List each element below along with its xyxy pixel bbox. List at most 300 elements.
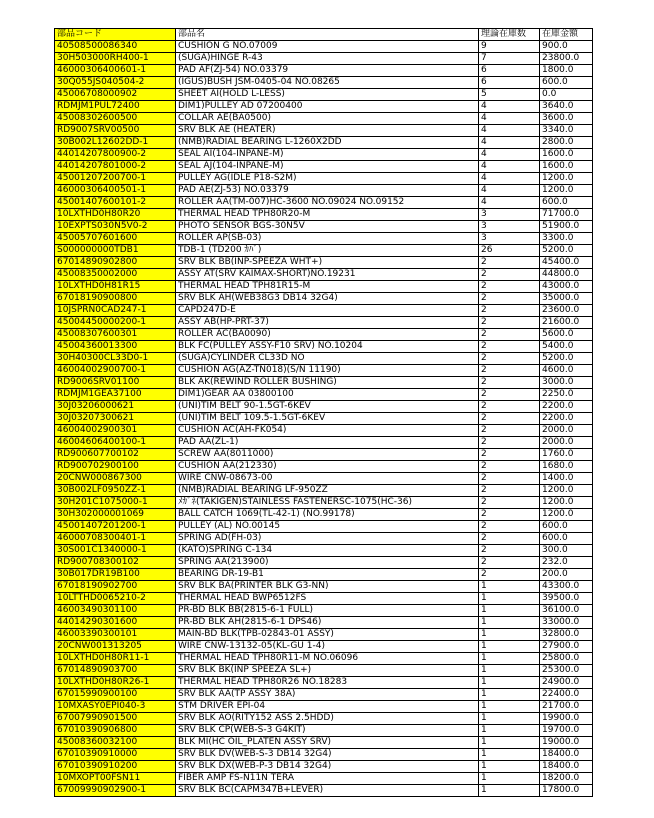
stock-amount-cell[interactable]: 5400.0 [540, 341, 593, 353]
stock-amount-cell[interactable]: 3000.0 [540, 377, 593, 389]
stock-amount-cell[interactable]: 21600.0 [540, 317, 593, 329]
stock-amount-cell[interactable]: 22400.0 [540, 689, 593, 701]
stock-amount-cell[interactable]: 17800.0 [540, 785, 593, 797]
part-name-cell[interactable]: CUSHION AG(AZ-TN018)(S/N 11190) [176, 365, 479, 377]
part-code-cell[interactable]: 67010390906800 [55, 725, 176, 737]
stock-qty-cell[interactable]: 1 [479, 665, 540, 677]
stock-amount-cell[interactable]: 2000.0 [540, 425, 593, 437]
part-code-cell[interactable]: 10LTTHD0065210-2 [55, 593, 176, 605]
stock-qty-cell[interactable]: 2 [479, 521, 540, 533]
part-code-cell[interactable]: RD900702900100 [55, 461, 176, 473]
stock-qty-cell[interactable]: 2 [479, 413, 540, 425]
stock-amount-cell[interactable]: 300.0 [540, 545, 593, 557]
part-code-cell[interactable]: 40508500086340 [55, 41, 176, 53]
table-row [55, 425, 593, 437]
stock-qty-cell[interactable]: 2 [479, 365, 540, 377]
part-code-cell[interactable]: 45006708000902 [55, 89, 176, 101]
part-name-cell[interactable]: SRV BLK AO(RITY152 ASS 2.5HDD) [176, 713, 479, 725]
stock-amount-cell[interactable]: 0.0 [540, 89, 593, 101]
part-name-cell[interactable]: BLK FC(PULLEY ASSY-F10 SRV) NO.10204 [176, 341, 479, 353]
table-body [55, 41, 593, 797]
part-name-cell[interactable]: FIBER AMP FS-N11N TERA [176, 773, 479, 785]
part-name-cell[interactable]: SRV BLK BB(INP-SPEEZA WHT+) [176, 257, 479, 269]
part-name-cell[interactable]: WIRE CNW-08673-00 [176, 473, 479, 485]
part-name-cell[interactable]: (NMB)RADIAL BEARING LF-950ZZ [176, 485, 479, 497]
part-code-cell[interactable]: 30S001C1340000-1 [55, 545, 176, 557]
stock-amount-cell[interactable]: 19900.0 [540, 713, 593, 725]
stock-amount-cell[interactable]: 35000.0 [540, 293, 593, 305]
stock-amount-cell[interactable]: 18200.0 [540, 773, 593, 785]
stock-qty-cell[interactable]: 5 [479, 89, 540, 101]
stock-amount-cell[interactable]: 27900.0 [540, 641, 593, 653]
stock-amount-cell[interactable]: 1200.0 [540, 509, 593, 521]
stock-amount-cell[interactable]: 900.0 [540, 41, 593, 53]
part-code-cell[interactable]: 67007990901500 [55, 713, 176, 725]
table-row [55, 389, 593, 401]
stock-amount-cell[interactable]: 39500.0 [540, 593, 593, 605]
stock-qty-cell[interactable]: 2 [479, 377, 540, 389]
part-name-cell[interactable]: SCREW AA(8011000) [176, 449, 479, 461]
stock-qty-cell[interactable]: 1 [479, 761, 540, 773]
stock-amount-cell[interactable]: 2200.0 [540, 413, 593, 425]
table-row [55, 161, 593, 173]
table-row [55, 533, 593, 545]
stock-qty-cell[interactable]: 3 [479, 221, 540, 233]
table-row [55, 665, 593, 677]
part-name-cell[interactable]: BEARING DR-19-B1 [176, 569, 479, 581]
part-code-cell[interactable]: 10LXTHD0H81R15 [55, 281, 176, 293]
part-name-cell[interactable]: SPRING AD(FH-03) [176, 533, 479, 545]
part-code-cell[interactable]: 67015990900100 [55, 689, 176, 701]
stock-qty-cell[interactable]: 4 [479, 149, 540, 161]
part-name-cell[interactable]: SRV BLK AA(TP ASSY 38A) [176, 689, 479, 701]
part-name-cell[interactable]: PULLEY AG(IDLE P18-S2M) [176, 173, 479, 185]
part-code-cell[interactable]: 30B002LF0950ZZ-1 [55, 485, 176, 497]
part-code-cell[interactable]: 67010390910200 [55, 761, 176, 773]
stock-qty-cell[interactable]: 2 [479, 293, 540, 305]
part-code-cell[interactable]: RD9007SRV00500 [55, 125, 176, 137]
table-row [55, 413, 593, 425]
stock-qty-cell[interactable]: 2 [479, 269, 540, 281]
stock-amount-cell[interactable]: 2800.0 [540, 137, 593, 149]
part-code-cell[interactable]: 20CNW001313205 [55, 641, 176, 653]
part-code-cell[interactable]: 46004606400100-1 [55, 437, 176, 449]
stock-amount-cell[interactable]: 71700.0 [540, 209, 593, 221]
part-code-cell[interactable]: 46003390300101 [55, 629, 176, 641]
part-name-cell[interactable]: THERMAL HEAD TPH81R15-M [176, 281, 479, 293]
table-row [55, 761, 593, 773]
part-name-cell[interactable]: BALL CATCH 1069(TL-42-1) (NO.99178) [176, 509, 479, 521]
table-row [55, 593, 593, 605]
part-code-cell[interactable]: 20CNW000867300 [55, 473, 176, 485]
table-row [55, 113, 593, 125]
stock-qty-cell[interactable]: 2 [479, 461, 540, 473]
table-row [55, 605, 593, 617]
table-row [55, 41, 593, 53]
table-row [55, 293, 593, 305]
stock-qty-cell[interactable]: 9 [479, 41, 540, 53]
part-name-cell[interactable]: SRV BLK DV(WEB-S-3 DB14 32G4) [176, 749, 479, 761]
stock-amount-cell[interactable]: 44800.0 [540, 269, 593, 281]
part-name-cell[interactable]: SHEET AI(HOLD L-LESS) [176, 89, 479, 101]
part-code-cell[interactable]: 45001407600101-2 [55, 197, 176, 209]
part-code-cell[interactable]: 45004450000200-1 [55, 317, 176, 329]
stock-qty-cell[interactable]: 2 [479, 257, 540, 269]
stock-amount-cell[interactable]: 1200.0 [540, 185, 593, 197]
part-name-cell[interactable]: CUSHION G NO.07009 [176, 41, 479, 53]
part-name-cell[interactable]: CAPD247D-E [176, 305, 479, 317]
stock-amount-cell[interactable]: 36100.0 [540, 605, 593, 617]
stock-amount-cell[interactable]: 600.0 [540, 533, 593, 545]
part-code-cell[interactable]: 45008302600500 [55, 113, 176, 125]
table-row [55, 785, 593, 797]
stock-amount-cell[interactable]: 43300.0 [540, 581, 593, 593]
stock-qty-cell[interactable]: 2 [479, 569, 540, 581]
header-part-name[interactable]: 部品名 [176, 29, 479, 41]
part-name-cell[interactable]: CUSHION AA(212330) [176, 461, 479, 473]
part-code-cell[interactable]: 10LXTHD0H80R26-1 [55, 677, 176, 689]
table-row [55, 365, 593, 377]
stock-qty-cell[interactable]: 2 [479, 281, 540, 293]
part-name-cell[interactable]: PR-BD BLK AH(2815-6-1 DPS46) [176, 617, 479, 629]
part-code-cell[interactable]: 45001207200700-1 [55, 173, 176, 185]
stock-qty-cell[interactable]: 2 [479, 497, 540, 509]
header-row [55, 29, 593, 41]
table-row [55, 221, 593, 233]
part-name-cell[interactable]: SEAL AJ(104-INPANE-M) [176, 161, 479, 173]
part-code-cell[interactable]: 46004002900301 [55, 425, 176, 437]
part-name-cell[interactable]: MAIN-BD BLK(TPB-02843-01 ASSY) [176, 629, 479, 641]
part-code-cell[interactable]: RD900607700102 [55, 449, 176, 461]
stock-qty-cell[interactable]: 1 [479, 785, 540, 797]
part-code-cell[interactable]: 44014207800900-2 [55, 149, 176, 161]
table-row [55, 377, 593, 389]
stock-amount-cell[interactable]: 600.0 [540, 77, 593, 89]
stock-amount-cell[interactable]: 4600.0 [540, 365, 593, 377]
part-name-cell[interactable]: ASSY AT(SRV KAIMAX-SHORT)NO.19231 [176, 269, 479, 281]
part-name-cell[interactable]: TDB-1 (TD200 ｶﾊﾞ) [176, 245, 479, 257]
stock-amount-cell[interactable]: 600.0 [540, 197, 593, 209]
stock-qty-cell[interactable]: 2 [479, 557, 540, 569]
part-name-cell[interactable]: PHOTO SENSOR BGS-30N5V [176, 221, 479, 233]
part-name-cell[interactable]: DIM1)GEAR AA 03800100 [176, 389, 479, 401]
stock-qty-cell[interactable]: 1 [479, 629, 540, 641]
table-row [55, 449, 593, 461]
stock-amount-cell[interactable]: 43000.0 [540, 281, 593, 293]
stock-qty-cell[interactable]: 1 [479, 677, 540, 689]
part-code-cell[interactable]: 10JSPRN0CAD247-1 [55, 305, 176, 317]
stock-qty-cell[interactable]: 1 [479, 641, 540, 653]
table-row [55, 53, 593, 65]
stock-amount-cell[interactable]: 3340.0 [540, 125, 593, 137]
stock-amount-cell[interactable]: 1400.0 [540, 473, 593, 485]
part-code-cell[interactable]: 10LXTHD0H80R11-1 [55, 653, 176, 665]
stock-amount-cell[interactable]: 24900.0 [540, 677, 593, 689]
table-row [55, 329, 593, 341]
part-name-cell[interactable]: (UNI)TIM BELT 109.5-1.5GT-6KEV [176, 413, 479, 425]
stock-amount-cell[interactable]: 3600.0 [540, 113, 593, 125]
stock-amount-cell[interactable]: 600.0 [540, 521, 593, 533]
part-name-cell[interactable]: COLLAR AE(BA0500) [176, 113, 479, 125]
part-name-cell[interactable]: SRV BLK AE (HEATER) [176, 125, 479, 137]
part-code-cell[interactable]: 46000708300401-1 [55, 533, 176, 545]
stock-amount-cell[interactable]: 32800.0 [540, 629, 593, 641]
header-stock-qty[interactable]: 理論在庫数 [479, 29, 540, 41]
table-row [55, 269, 593, 281]
part-code-cell[interactable]: 10LXTHD0H80R20 [55, 209, 176, 221]
part-name-cell[interactable]: STM DRIVER EPI-04 [176, 701, 479, 713]
stock-amount-cell[interactable]: 51900.0 [540, 221, 593, 233]
stock-amount-cell[interactable]: 1200.0 [540, 485, 593, 497]
part-name-cell[interactable]: ASSY AB(HP-PRT-37) [176, 317, 479, 329]
stock-amount-cell[interactable]: 23800.0 [540, 53, 593, 65]
part-name-cell[interactable]: SRV BLK BK(INP SPEEZA SL+) [176, 665, 479, 677]
stock-amount-cell[interactable]: 19700.0 [540, 725, 593, 737]
stock-amount-cell[interactable]: 200.0 [540, 569, 593, 581]
stock-qty-cell[interactable]: 2 [479, 449, 540, 461]
stock-amount-cell[interactable]: 1600.0 [540, 161, 593, 173]
table-row [55, 77, 593, 89]
table-row [55, 65, 593, 77]
part-code-cell[interactable]: 46003490301100 [55, 605, 176, 617]
part-code-cell[interactable]: 30H201C1075000-1 [55, 497, 176, 509]
table-row [55, 557, 593, 569]
stock-amount-cell[interactable]: 1800.0 [540, 65, 593, 77]
part-code-cell[interactable]: 67014890903700 [55, 665, 176, 677]
part-code-cell[interactable]: 30H40300CL33D0-1 [55, 353, 176, 365]
stock-qty-cell[interactable]: 1 [479, 749, 540, 761]
part-code-cell[interactable]: 30H302000001069 [55, 509, 176, 521]
stock-amount-cell[interactable]: 5600.0 [540, 329, 593, 341]
stock-qty-cell[interactable]: 4 [479, 137, 540, 149]
part-code-cell[interactable]: RD9006SRV01100 [55, 377, 176, 389]
table-row [55, 125, 593, 137]
part-name-cell[interactable]: (SUGA)HINGE R-43 [176, 53, 479, 65]
part-code-cell[interactable]: 10MXASY0EPI040-3 [55, 701, 176, 713]
stock-qty-cell[interactable]: 26 [479, 245, 540, 257]
stock-qty-cell[interactable]: 1 [479, 773, 540, 785]
part-name-cell[interactable]: (SUGA)CYLINDER CL33D NO [176, 353, 479, 365]
stock-amount-cell[interactable]: 33000.0 [540, 617, 593, 629]
stock-qty-cell[interactable]: 1 [479, 737, 540, 749]
stock-qty-cell[interactable]: 4 [479, 197, 540, 209]
stock-qty-cell[interactable]: 6 [479, 65, 540, 77]
part-code-cell[interactable]: 46004002900700-1 [55, 365, 176, 377]
stock-qty-cell[interactable]: 4 [479, 113, 540, 125]
table-row [55, 245, 593, 257]
stock-amount-cell[interactable]: 19000.0 [540, 737, 593, 749]
table-row [55, 629, 593, 641]
stock-qty-cell[interactable]: 1 [479, 653, 540, 665]
part-name-cell[interactable]: PAD AF(ZJ-54) NO.03379 [176, 65, 479, 77]
part-code-cell[interactable]: 46000306400501-1 [55, 185, 176, 197]
part-name-cell[interactable]: (NMB)RADIAL BEARING L-1260X2DD [176, 137, 479, 149]
part-name-cell[interactable]: PAD AE(ZJ-53) NO.03379 [176, 185, 479, 197]
part-code-cell[interactable]: S000000000TDB1 [55, 245, 176, 257]
table-row [55, 137, 593, 149]
stock-qty-cell[interactable]: 1 [479, 617, 540, 629]
part-code-cell[interactable]: 10EXPTS030N5V0-2 [55, 221, 176, 233]
table-row [55, 461, 593, 473]
part-name-cell[interactable]: SRV BLK AH(WEB38G3 DB14 32G4) [176, 293, 479, 305]
stock-qty-cell[interactable]: 2 [479, 437, 540, 449]
part-name-cell[interactable]: PR-BD BLK BB(2815-6-1 FULL) [176, 605, 479, 617]
part-name-cell[interactable]: BLK MI(HC OIL_PLATEN ASSY SRV) [176, 737, 479, 749]
part-name-cell[interactable]: (UNI)TIM BELT 90-1.5GT-6KEV [176, 401, 479, 413]
stock-amount-cell[interactable]: 18400.0 [540, 761, 593, 773]
part-code-cell[interactable]: 45005707601600 [55, 233, 176, 245]
stock-qty-cell[interactable]: 1 [479, 689, 540, 701]
table-row [55, 641, 593, 653]
part-code-cell[interactable]: 67018190900800 [55, 293, 176, 305]
stock-qty-cell[interactable]: 4 [479, 185, 540, 197]
stock-qty-cell[interactable]: 6 [479, 77, 540, 89]
table-row [55, 653, 593, 665]
part-name-cell[interactable]: DIM1)PULLEY AD 07200400 [176, 101, 479, 113]
part-name-cell[interactable]: CUSHION AC(AH-FK054) [176, 425, 479, 437]
stock-qty-cell[interactable]: 2 [479, 317, 540, 329]
part-name-cell[interactable]: SPRING AA(213900) [176, 557, 479, 569]
table-row [55, 101, 593, 113]
part-name-cell[interactable]: SRV BLK BA(PRINTER BLK G3-NN) [176, 581, 479, 593]
stock-qty-cell[interactable]: 1 [479, 713, 540, 725]
table-row [55, 713, 593, 725]
part-code-cell[interactable]: 45008350002000 [55, 269, 176, 281]
table-row [55, 473, 593, 485]
part-name-cell[interactable]: THERMAL HEAD TPH80R11-M NO.06096 [176, 653, 479, 665]
part-name-cell[interactable]: WIRE CNW-13132-05(KL-GU 1-4) [176, 641, 479, 653]
table-row [55, 341, 593, 353]
part-name-cell[interactable]: ROLLER AC(BA0090) [176, 329, 479, 341]
part-name-cell[interactable]: SRV BLK CP(WEB-S-3 G4KIT) [176, 725, 479, 737]
stock-amount-cell[interactable]: 25800.0 [540, 653, 593, 665]
stock-amount-cell[interactable]: 2250.0 [540, 389, 593, 401]
stock-qty-cell[interactable]: 2 [479, 401, 540, 413]
part-code-cell[interactable]: 30B017DR19B100 [55, 569, 176, 581]
stock-amount-cell[interactable]: 232.0 [540, 557, 593, 569]
stock-amount-cell[interactable]: 3640.0 [540, 101, 593, 113]
part-code-cell[interactable]: 30H503000RH400-1 [55, 53, 176, 65]
stock-amount-cell[interactable]: 3300.0 [540, 233, 593, 245]
stock-qty-cell[interactable]: 2 [479, 341, 540, 353]
part-name-cell[interactable]: (KATO)SPRING C-134 [176, 545, 479, 557]
stock-amount-cell[interactable]: 5200.0 [540, 353, 593, 365]
part-code-cell[interactable]: 30B002L12602DD-1 [55, 137, 176, 149]
part-code-cell[interactable]: 44014290301600 [55, 617, 176, 629]
part-name-cell[interactable]: PULLEY (AL) NO.00145 [176, 521, 479, 533]
stock-qty-cell[interactable]: 2 [479, 485, 540, 497]
stock-qty-cell[interactable]: 1 [479, 725, 540, 737]
part-name-cell[interactable]: ﾒｶﾞﾈ(TAKIGEN)STAINLESS FASTENERSC-1075(HC-36) [176, 497, 479, 509]
part-code-cell[interactable]: 45001407201200-1 [55, 521, 176, 533]
part-name-cell[interactable]: THERMAL HEAD TPH80R26 NO.18283 [176, 677, 479, 689]
stock-amount-cell[interactable]: 1600.0 [540, 149, 593, 161]
table-row [55, 701, 593, 713]
header-part-code[interactable]: 部品コード [55, 29, 176, 41]
stock-amount-cell[interactable]: 1200.0 [540, 497, 593, 509]
stock-amount-cell[interactable]: 1680.0 [540, 461, 593, 473]
part-name-cell[interactable]: BLK AK(REWIND ROLLER BUSHING) [176, 377, 479, 389]
stock-amount-cell[interactable]: 2000.0 [540, 437, 593, 449]
table-row [55, 401, 593, 413]
stock-qty-cell[interactable]: 2 [479, 545, 540, 557]
part-name-cell[interactable]: SRV BLK BC(CAPM347B+LEVER) [176, 785, 479, 797]
stock-qty-cell[interactable]: 1 [479, 593, 540, 605]
part-name-cell[interactable]: THERMAL HEAD TPH80R20-M [176, 209, 479, 221]
stock-qty-cell[interactable]: 3 [479, 209, 540, 221]
stock-qty-cell[interactable]: 2 [479, 473, 540, 485]
part-code-cell[interactable]: 67010390910000 [55, 749, 176, 761]
stock-qty-cell[interactable]: 4 [479, 101, 540, 113]
part-name-cell[interactable]: PAD AA(ZL-1) [176, 437, 479, 449]
part-code-cell[interactable]: RD900708300102 [55, 557, 176, 569]
stock-qty-cell[interactable]: 3 [479, 233, 540, 245]
stock-qty-cell[interactable]: 2 [479, 425, 540, 437]
part-code-cell[interactable]: 45004360013300 [55, 341, 176, 353]
part-code-cell[interactable]: 30J03207300621 [55, 413, 176, 425]
part-name-cell[interactable]: SRV BLK DX(WEB-P-3 DB14 32G4) [176, 761, 479, 773]
table-row [55, 185, 593, 197]
table-row [55, 149, 593, 161]
part-name-cell[interactable]: ROLLER AA(TM-007)HC-3600 NO.09024 NO.09152 [176, 197, 479, 209]
stock-amount-cell[interactable]: 21700.0 [540, 701, 593, 713]
part-code-cell[interactable]: 45008307600301 [55, 329, 176, 341]
part-name-cell[interactable]: ROLLER AP(SB-03) [176, 233, 479, 245]
stock-qty-cell[interactable]: 4 [479, 125, 540, 137]
stock-qty-cell[interactable]: 2 [479, 509, 540, 521]
table-row [55, 521, 593, 533]
part-code-cell[interactable]: 46000306400601-1 [55, 65, 176, 77]
part-code-cell[interactable]: 30Q055JS040504-2 [55, 77, 176, 89]
part-name-cell[interactable]: THERMAL HEAD BWP6512FS [176, 593, 479, 605]
part-code-cell[interactable]: 67014890902800 [55, 257, 176, 269]
part-code-cell[interactable]: 10MXOPT00FSN11 [55, 773, 176, 785]
stock-qty-cell[interactable]: 4 [479, 173, 540, 185]
table-row [55, 737, 593, 749]
header-stock-amount[interactable]: 在庫金額 [540, 29, 593, 41]
part-code-cell[interactable]: RDMJM1GEA37100 [55, 389, 176, 401]
part-code-cell[interactable]: 30J03206000621 [55, 401, 176, 413]
stock-qty-cell[interactable]: 1 [479, 581, 540, 593]
part-name-cell[interactable]: (IGUS)BUSH JSM-0405-04 NO.08265 [176, 77, 479, 89]
stock-qty-cell[interactable]: 4 [479, 161, 540, 173]
stock-amount-cell[interactable]: 5200.0 [540, 245, 593, 257]
part-code-cell[interactable]: 67009990902900-1 [55, 785, 176, 797]
stock-qty-cell[interactable]: 1 [479, 701, 540, 713]
stock-amount-cell[interactable]: 2200.0 [540, 401, 593, 413]
stock-qty-cell[interactable]: 1 [479, 605, 540, 617]
stock-amount-cell[interactable]: 23600.0 [540, 305, 593, 317]
stock-amount-cell[interactable]: 25300.0 [540, 665, 593, 677]
part-code-cell[interactable]: 45008360032100 [55, 737, 176, 749]
part-code-cell[interactable]: 67018190902700 [55, 581, 176, 593]
table-row [55, 485, 593, 497]
stock-qty-cell[interactable]: 7 [479, 53, 540, 65]
stock-qty-cell[interactable]: 2 [479, 389, 540, 401]
part-code-cell[interactable]: 44014207801000-2 [55, 161, 176, 173]
stock-qty-cell[interactable]: 2 [479, 353, 540, 365]
table-row [55, 353, 593, 365]
stock-qty-cell[interactable]: 2 [479, 305, 540, 317]
part-name-cell[interactable]: SEAL AI(104-INPANE-M) [176, 149, 479, 161]
part-code-cell[interactable]: RDMJM1PUL72400 [55, 101, 176, 113]
stock-amount-cell[interactable]: 45400.0 [540, 257, 593, 269]
stock-qty-cell[interactable]: 2 [479, 533, 540, 545]
stock-amount-cell[interactable]: 1200.0 [540, 173, 593, 185]
stock-qty-cell[interactable]: 2 [479, 329, 540, 341]
stock-amount-cell[interactable]: 18400.0 [540, 749, 593, 761]
stock-amount-cell[interactable]: 1760.0 [540, 449, 593, 461]
